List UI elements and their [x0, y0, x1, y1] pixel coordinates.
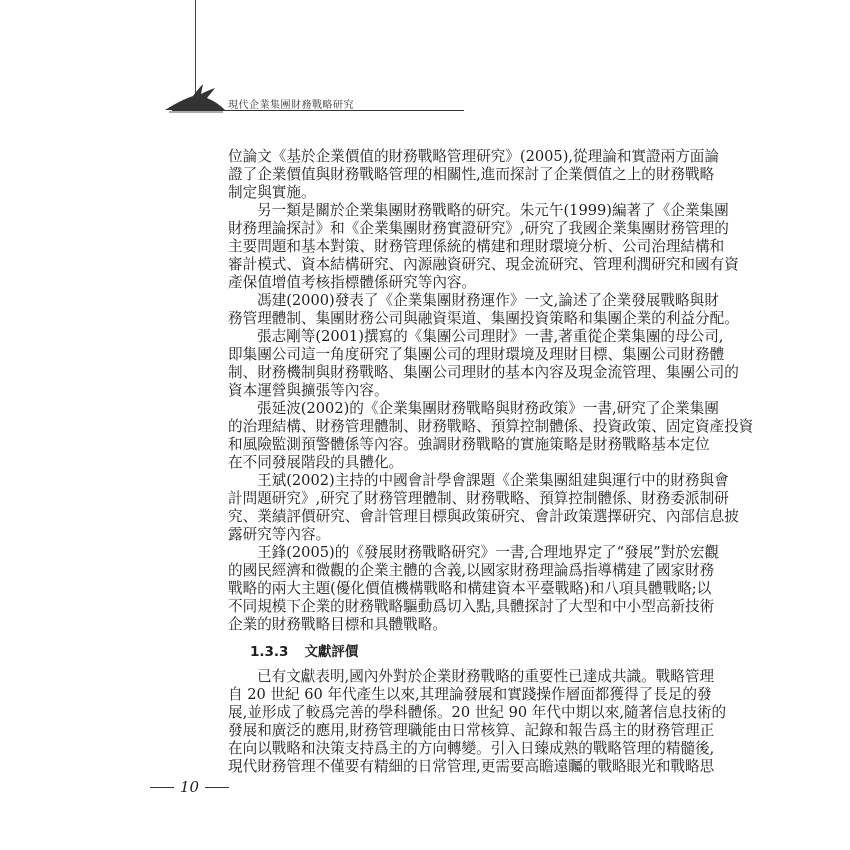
- bird-ornament-icon: [163, 82, 227, 114]
- dash: [205, 787, 229, 788]
- paragraph: [228, 668, 727, 776]
- text-line: 資本運營與擴張等內容。: [228, 382, 389, 399]
- text-line: 不同規模下企業的財務戰略驅動爲切入點,具體探討了大型和中小型高新技術: [228, 598, 715, 615]
- text-line: 現代財務管理不僅要有精細的日常管理,更需要高瞻遠矚的戰略眼光和戰略思: [228, 758, 715, 775]
- section-number: 1.3.3: [250, 644, 289, 660]
- text-line: 張志剛等(2001)撰寫的《集團公司理財》一書,著重從企業集團的母公司,: [257, 328, 724, 345]
- paragraph: [228, 292, 739, 328]
- page-number: [150, 778, 229, 796]
- text-line: 發展和廣泛的應用,財務管理職能由日常核算、記錄和報告爲主的財務管理正: [228, 722, 715, 739]
- text-line: 馮建(2000)發表了《企業集團財務運作》一文,論述了企業發展戰略與財: [257, 292, 719, 309]
- text-line: 審計模式、資本結構研究、內源融資研究、現金流研究、管理利潤研究和國有資: [228, 256, 739, 273]
- running-title: 現代企業集團財務戰略研究: [228, 100, 354, 111]
- section-heading: [228, 643, 643, 661]
- dash: [150, 787, 174, 788]
- text-line: 和風險監測預警體係等內容。強調財務戰略的實施策略是財務戰略基本定位: [228, 436, 710, 453]
- text-line: 計問題研究》,研究了財務管理體制、財務戰略、預算控制體係、財務委派制研: [228, 490, 729, 507]
- text-line: 另一類是關於企業集團財務戰略的研究。朱元午(1999)編著了《企業集團: [257, 202, 729, 219]
- text-line: 露研究等內容。: [228, 526, 331, 543]
- text-line: 務管理體制、集團財務公司與融資渠道、集團投資策略和集團企業的利益分配。: [228, 310, 739, 327]
- text-line: 企業的財務戰略目標和具體戰略。: [228, 616, 447, 633]
- text-line: 在不同發展階段的具體化。: [228, 454, 404, 471]
- text-line: 位論文《基於企業價值的財務戰略管理研究》(2005),從理論和實證兩方面論: [228, 148, 719, 165]
- paragraph: [228, 472, 739, 544]
- paragraph: [228, 202, 739, 292]
- text-line: 已有文獻表明,國內外對於企業財務戰略的重要性已達成共識。戰略管理: [257, 668, 715, 685]
- text-line: 張延波(2002)的《企業集團財務戰略與財務政策》一書,研究了企業集團: [257, 400, 719, 417]
- section-title: 文獻評價: [304, 644, 359, 660]
- text-line: 即集團公司這一角度研究了集團公司的理財環境及理財目標、集團公司財務體: [228, 346, 725, 363]
- text-line: 證了企業價值與財務戰略管理的相關性,進而探討了企業價值之上的財務戰略: [228, 166, 715, 183]
- text-line: 制、財務機制與財務戰略、集團公司理財的基本內容及現金流管理、集團公司的: [228, 364, 739, 381]
- text-line: 的治理結構、財務管理體制、財務戰略、預算控制體係、投資政策、固定資產投資: [228, 418, 754, 435]
- text-line: 主要問題和基本對策、財務管理係統的構建和理財環境分析、公司治理結構和: [228, 238, 725, 255]
- text-line: 王斌(2002)主持的中國會計學會課題《企業集團組建與運行中的財務與會: [257, 472, 729, 489]
- page-number-text: 10: [180, 778, 200, 796]
- text-line: 產保值增值考核指標體係研究等內容。: [228, 274, 477, 291]
- text-line: 王鋒(2005)的《發展財務戰略研究》一書,合理地界定了“發展”對於宏觀: [257, 544, 720, 561]
- text-line: 財務理論探討》和《企業集團財務實證研究》,研究了我國企業集團財務管理的: [228, 220, 729, 237]
- paragraph: [228, 328, 739, 400]
- text-line: 究、業績評價研究、會計管理目標與政策研究、會計政策選擇研究、內部信息披: [228, 508, 739, 525]
- paragraph: [228, 148, 719, 202]
- text-line: 的國民經濟和微觀的企業主體的含義,以國家財務理論爲指導構建了國家財務: [228, 562, 715, 579]
- paragraph: [228, 400, 754, 472]
- text-line: 在向以戰略和決策支持爲主的方向轉變。引入日臻成熟的戰略管理的精髓後,: [228, 740, 715, 757]
- text-line: 展,並形成了較爲完善的學科體係。20 世紀 90 年代中期以來,隨著信息技術的: [228, 704, 727, 721]
- page-body: [228, 148, 754, 776]
- paragraph: [228, 544, 720, 634]
- text-line: 制定與實施。: [228, 184, 316, 201]
- text-line: 戰略的兩大主題(優化價值機構戰略和構建資本平臺戰略)和八項具體戰略;以: [228, 580, 712, 597]
- text-line: 自 20 世紀 60 年代產生以來,其理論發展和實踐操作層面都獲得了長足的發: [228, 686, 712, 703]
